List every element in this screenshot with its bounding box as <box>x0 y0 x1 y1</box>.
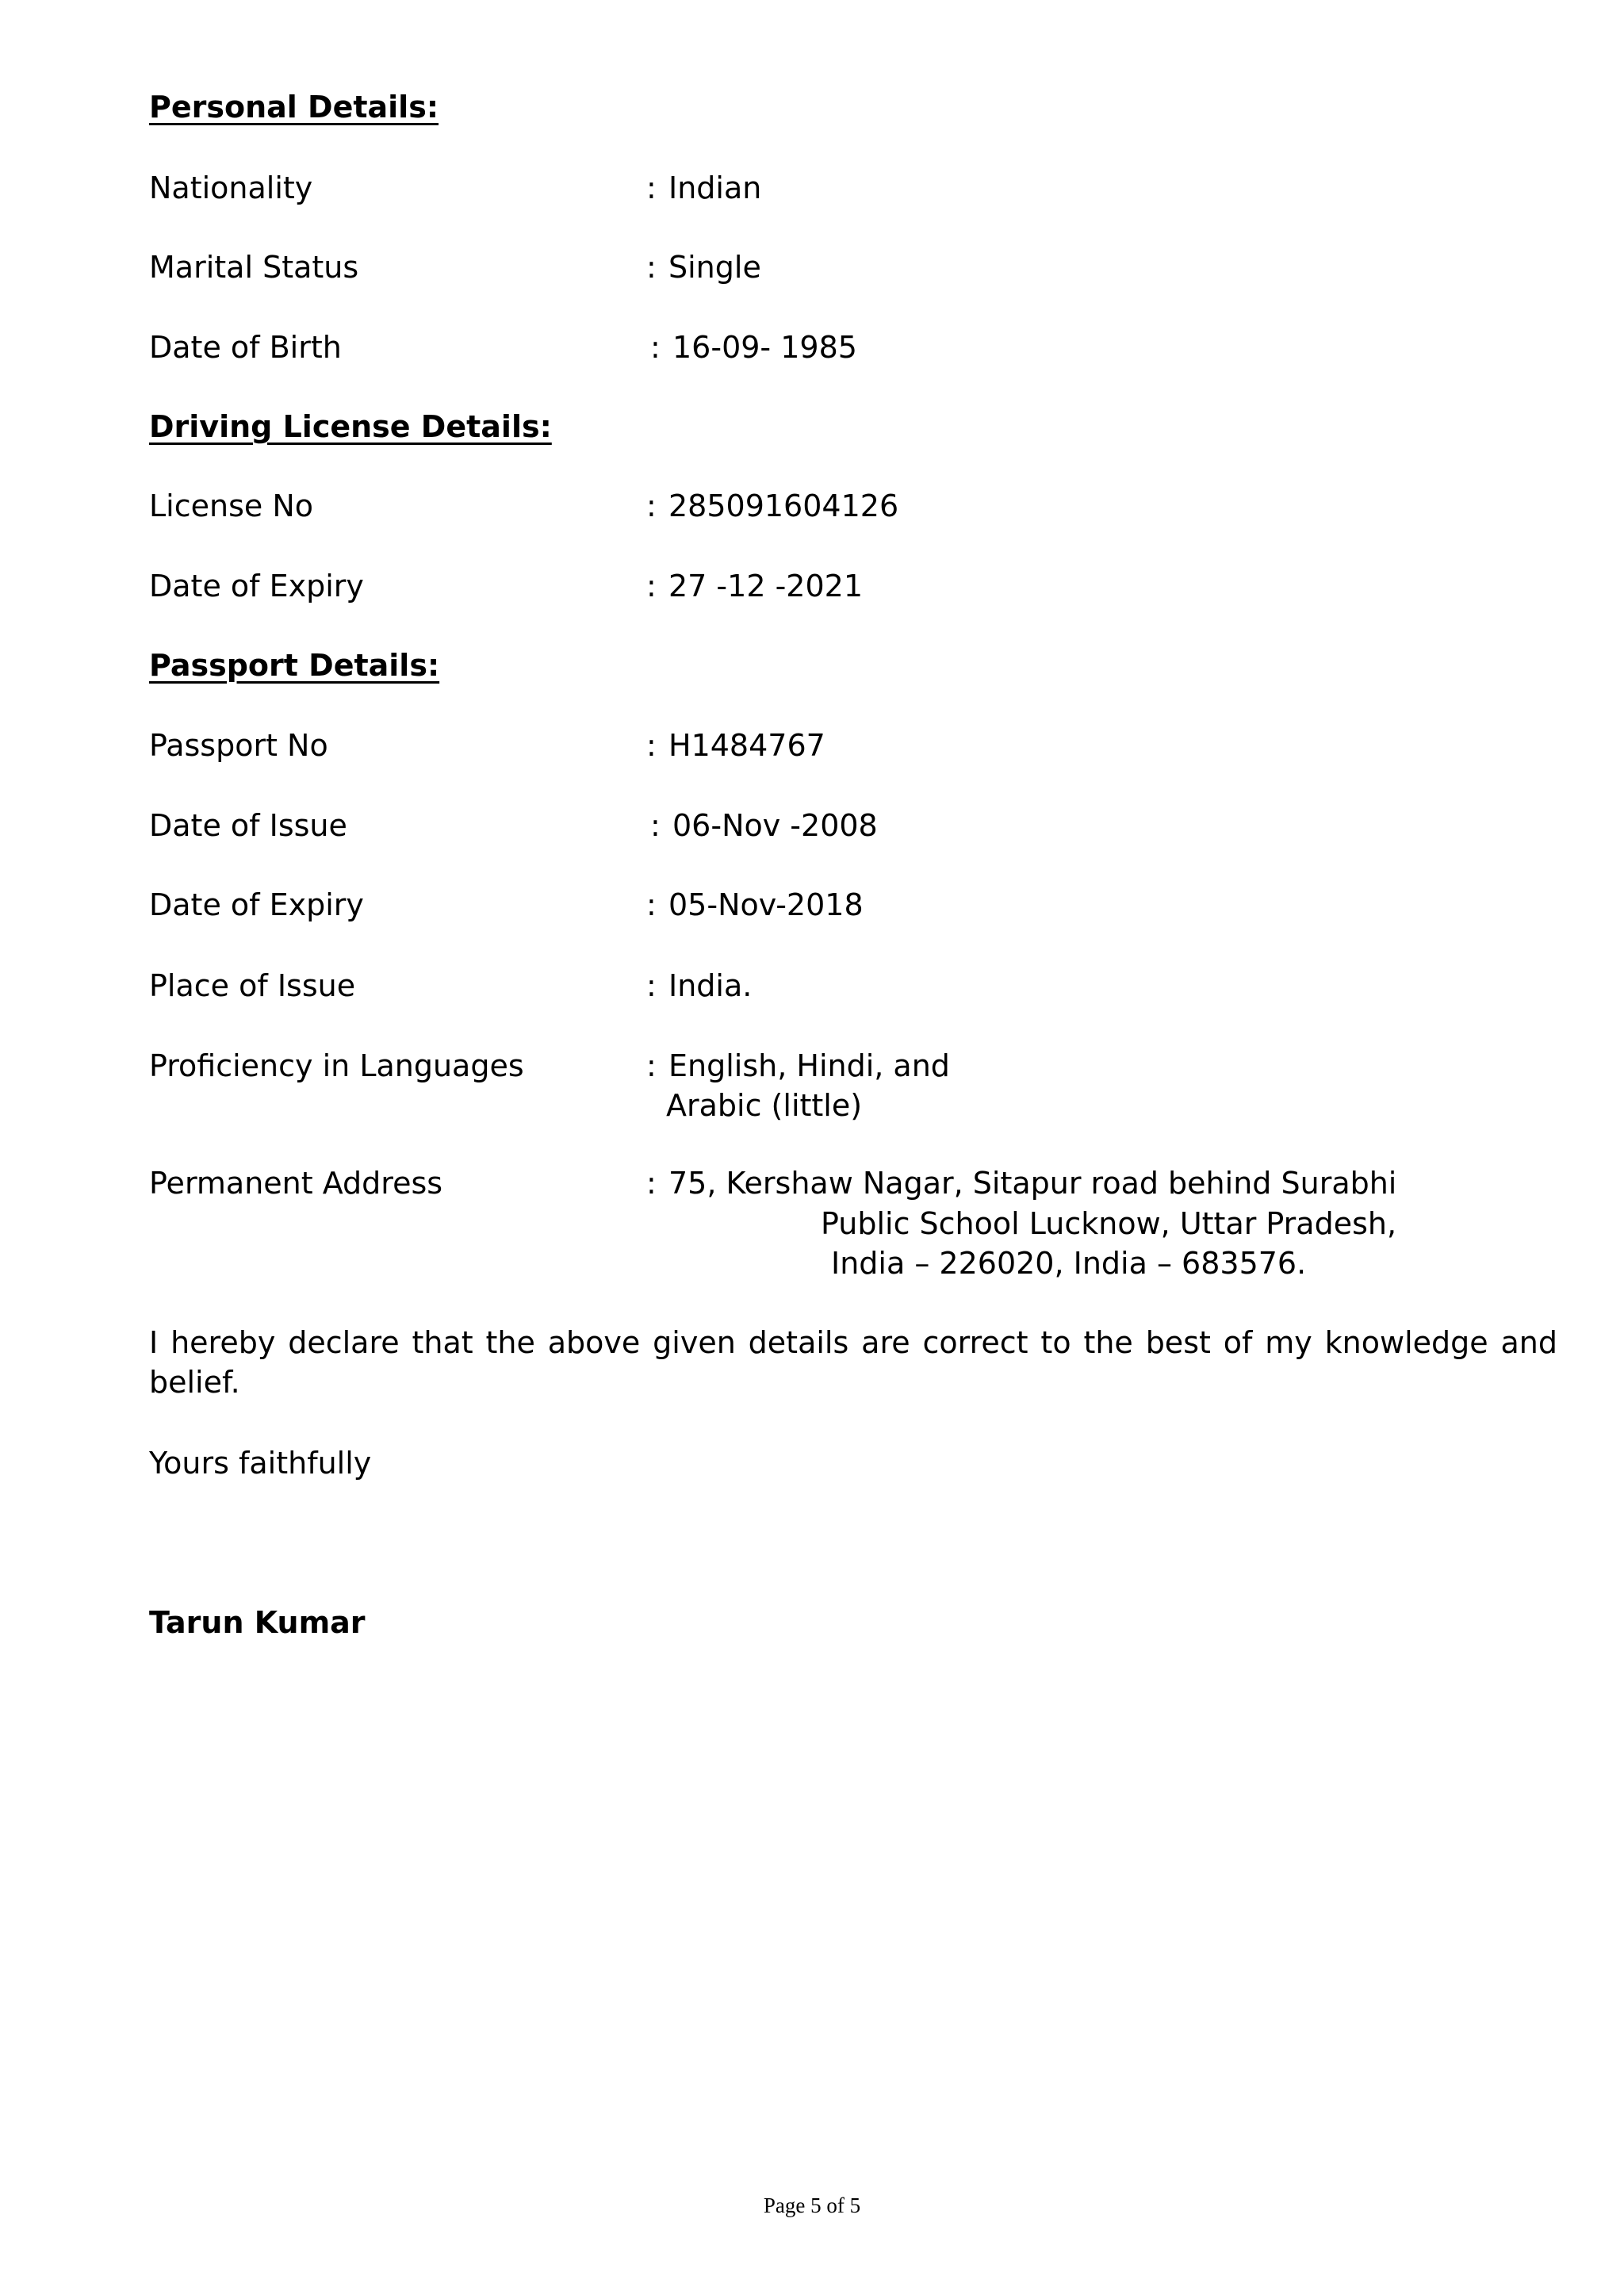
page-footer: Page 5 of 5 <box>763 2193 861 2217</box>
driving-license-heading: Driving License Details: <box>149 409 552 444</box>
passport-expiry-label: Date of Expiry <box>149 887 364 922</box>
permanent-address-label: Permanent Address <box>149 1166 443 1201</box>
place-of-issue-colon: : <box>646 968 657 1003</box>
passport-expiry-value: 05-Nov-2018 <box>668 887 864 922</box>
license-expiry-colon: : <box>646 569 657 603</box>
license-expiry-value: 27 -12 -2021 <box>668 569 863 603</box>
passport-no-value: H1484767 <box>668 728 825 763</box>
signature-name: Tarun Kumar <box>149 1605 366 1640</box>
marital-status-value: Single <box>668 250 761 285</box>
languages-value-line-2: Arabic (little) <box>666 1088 863 1123</box>
marital-status-colon: : <box>646 250 657 285</box>
nationality-label: Nationality <box>149 170 313 205</box>
date-of-birth-value: 16-09- 1985 <box>672 330 857 365</box>
license-no-colon: : <box>646 489 657 523</box>
license-no-label: License No <box>149 489 314 523</box>
permanent-address-line-2: Public School Lucknow, Uttar Pradesh, <box>821 1206 1397 1241</box>
languages-label: Proficiency in Languages <box>149 1048 524 1083</box>
date-of-issue-colon: : <box>650 808 661 843</box>
languages-value-line-1: English, Hindi, and <box>668 1048 950 1083</box>
license-expiry-label: Date of Expiry <box>149 569 364 603</box>
nationality-colon: : <box>646 170 657 205</box>
permanent-address-line-3: India – 226020, India – 683576. <box>831 1246 1307 1281</box>
passport-details-heading: Passport Details: <box>149 648 440 683</box>
license-no-value: 285091604126 <box>668 489 899 523</box>
personal-details-heading: Personal Details: <box>149 90 439 125</box>
date-of-issue-value: 06-Nov -2008 <box>672 808 878 843</box>
declaration-text: I hereby declare that the above given details are correct to the best of my knowledge and belief. <box>149 1325 1557 1400</box>
closing-text: Yours faithfully <box>149 1446 372 1481</box>
permanent-address-colon: : <box>646 1166 657 1201</box>
place-of-issue-label: Place of Issue <box>149 968 356 1003</box>
place-of-issue-value: India. <box>668 968 753 1003</box>
passport-no-colon: : <box>646 728 657 763</box>
passport-expiry-colon: : <box>646 887 657 922</box>
permanent-address-line-1: 75, Kershaw Nagar, Sitapur road behind Surabhi <box>668 1166 1397 1201</box>
date-of-birth-label: Date of Birth <box>149 330 342 365</box>
passport-no-label: Passport No <box>149 728 328 763</box>
date-of-issue-label: Date of Issue <box>149 808 347 843</box>
marital-status-label: Marital Status <box>149 250 359 285</box>
date-of-birth-colon: : <box>650 330 661 365</box>
nationality-value: Indian <box>668 170 762 205</box>
languages-colon: : <box>646 1048 657 1083</box>
